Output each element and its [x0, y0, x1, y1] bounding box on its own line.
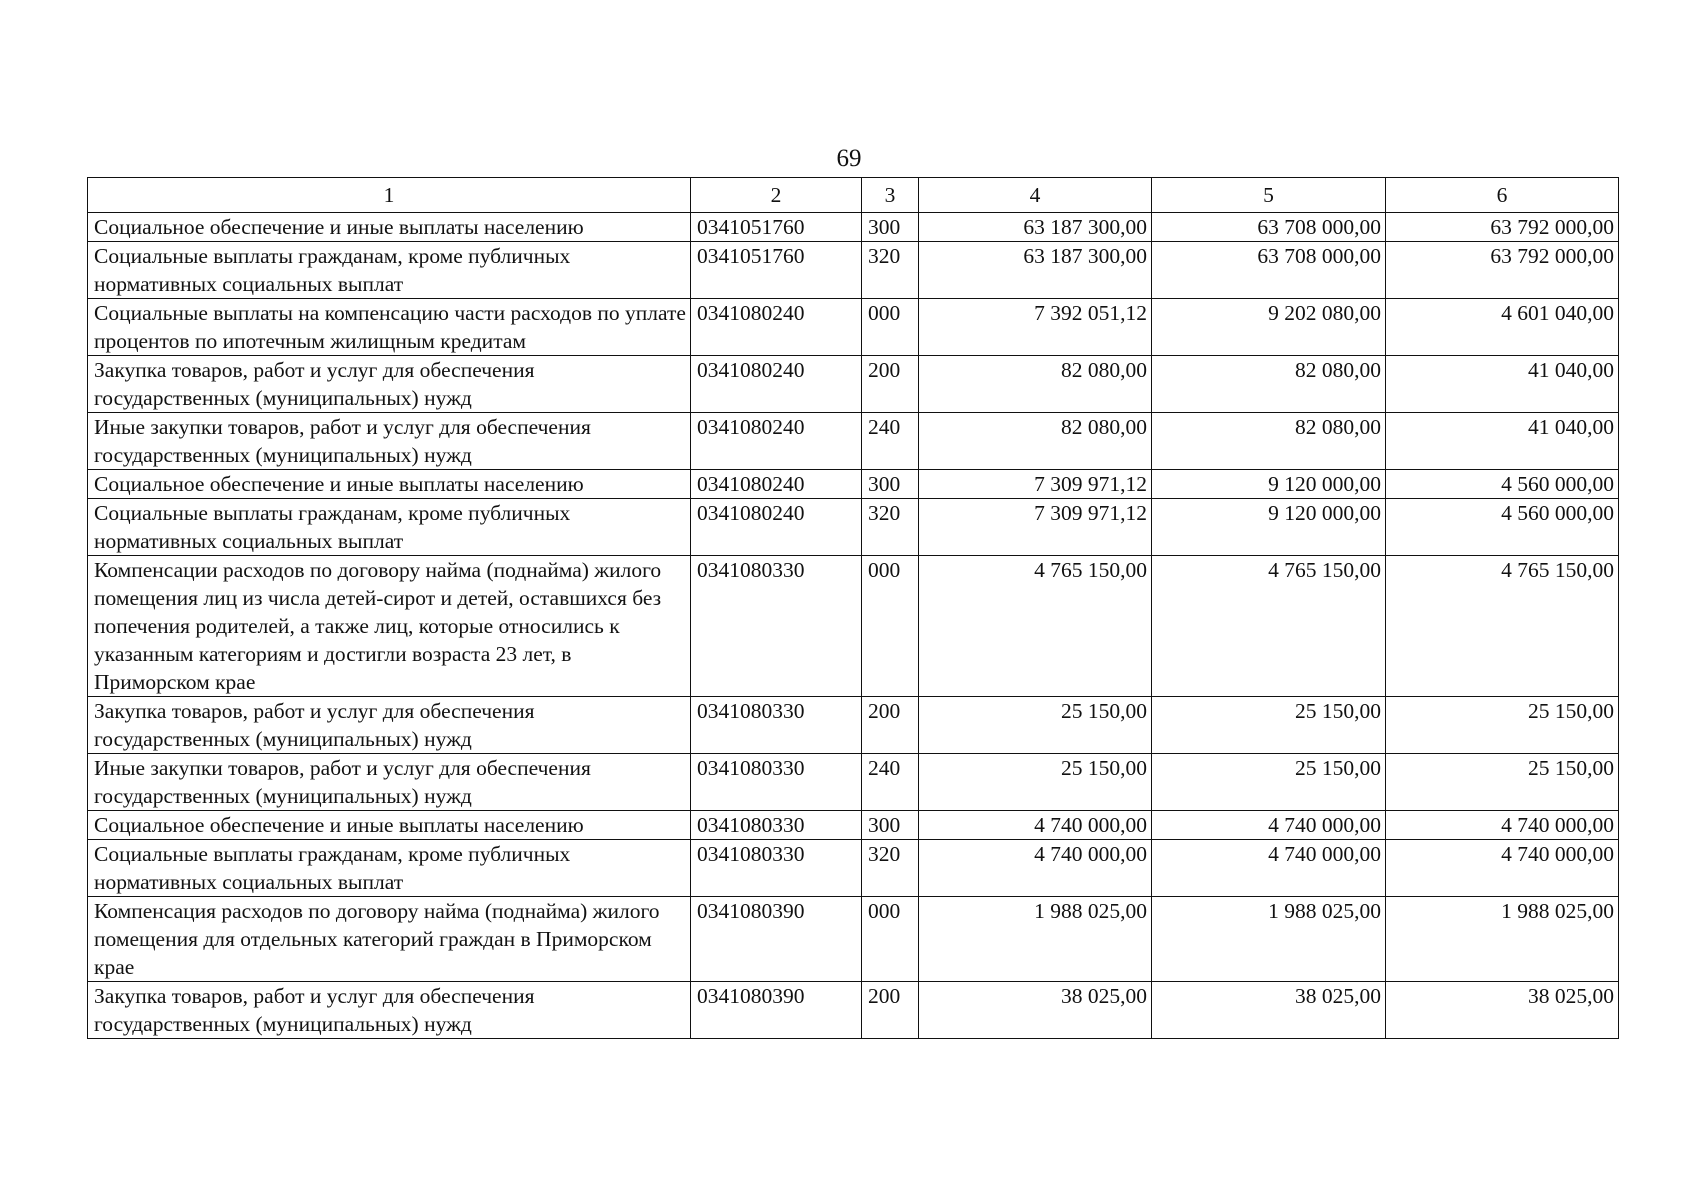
amount-col-4: 82 080,00 [919, 413, 1152, 470]
amount-col-6: 63 792 000,00 [1386, 242, 1619, 299]
amount-col-5: 4 740 000,00 [1152, 811, 1386, 840]
amount-col-5: 9 120 000,00 [1152, 470, 1386, 499]
amount-col-4: 4 740 000,00 [919, 811, 1152, 840]
amount-col-5: 9 120 000,00 [1152, 499, 1386, 556]
table-row [88, 897, 1619, 982]
amount-col-4: 7 309 971,12 [919, 499, 1152, 556]
amount-col-4: 25 150,00 [919, 754, 1152, 811]
target-article-code: 0341080330 [691, 697, 862, 754]
amount-col-4: 38 025,00 [919, 982, 1152, 1039]
expense-name: Компенсация расходов по договору найма (поднайма) жилого помещения для отдельных категорий граждан в Приморском крае [88, 897, 691, 982]
expense-name: Закупка товаров, работ и услуг для обеспечения государственных (муниципальных) нужд [88, 982, 691, 1039]
expense-type-code: 320 [862, 499, 919, 556]
expense-name: Социальное обеспечение и иные выплаты населению [88, 811, 691, 840]
amount-col-5: 38 025,00 [1152, 982, 1386, 1039]
table-row [88, 499, 1619, 556]
target-article-code: 0341080330 [691, 811, 862, 840]
target-article-code: 0341080240 [691, 299, 862, 356]
column-header: 2 [691, 178, 862, 213]
target-article-code: 0341080390 [691, 897, 862, 982]
amount-col-6: 4 560 000,00 [1386, 499, 1619, 556]
expense-name: Закупка товаров, работ и услуг для обеспечения государственных (муниципальных) нужд [88, 697, 691, 754]
amount-col-6: 4 740 000,00 [1386, 811, 1619, 840]
target-article-code: 0341080240 [691, 499, 862, 556]
amount-col-4: 82 080,00 [919, 356, 1152, 413]
expense-name: Компенсации расходов по договору найма (поднайма) жилого помещения лиц из числа детей-сирот и детей, оставшихся без попечения родителей, а также лиц, которые относились к указанным категориям и достигли возраста 23 лет, в Приморском крае [88, 556, 691, 697]
table-row [88, 242, 1619, 299]
table-row [88, 213, 1619, 242]
amount-col-6: 25 150,00 [1386, 754, 1619, 811]
amount-col-5: 82 080,00 [1152, 356, 1386, 413]
amount-col-5: 4 740 000,00 [1152, 840, 1386, 897]
amount-col-4: 4 740 000,00 [919, 840, 1152, 897]
target-article-code: 0341080330 [691, 556, 862, 697]
column-header: 1 [88, 178, 691, 213]
table-row [88, 299, 1619, 356]
amount-col-6: 4 601 040,00 [1386, 299, 1619, 356]
amount-col-4: 1 988 025,00 [919, 897, 1152, 982]
target-article-code: 0341080240 [691, 470, 862, 499]
budget-table [87, 177, 1619, 1039]
expense-name: Иные закупки товаров, работ и услуг для обеспечения государственных (муниципальных) нужд [88, 413, 691, 470]
expense-type-code: 320 [862, 840, 919, 897]
amount-col-5: 25 150,00 [1152, 697, 1386, 754]
target-article-code: 0341080240 [691, 413, 862, 470]
amount-col-5: 9 202 080,00 [1152, 299, 1386, 356]
expense-type-code: 300 [862, 811, 919, 840]
table-header-row [88, 178, 1619, 213]
expense-name: Социальные выплаты на компенсацию части расходов по уплате процентов по ипотечным жилищным кредитам [88, 299, 691, 356]
column-header: 6 [1386, 178, 1619, 213]
expense-type-code: 200 [862, 982, 919, 1039]
amount-col-4: 63 187 300,00 [919, 213, 1152, 242]
expense-type-code: 300 [862, 470, 919, 499]
amount-col-6: 41 040,00 [1386, 413, 1619, 470]
table-row [88, 754, 1619, 811]
expense-name: Социальные выплаты гражданам, кроме публичных нормативных социальных выплат [88, 499, 691, 556]
expense-type-code: 320 [862, 242, 919, 299]
amount-col-6: 41 040,00 [1386, 356, 1619, 413]
amount-col-5: 63 708 000,00 [1152, 213, 1386, 242]
amount-col-6: 25 150,00 [1386, 697, 1619, 754]
expense-type-code: 200 [862, 697, 919, 754]
amount-col-4: 7 392 051,12 [919, 299, 1152, 356]
target-article-code: 0341080330 [691, 754, 862, 811]
amount-col-5: 1 988 025,00 [1152, 897, 1386, 982]
amount-col-6: 4 560 000,00 [1386, 470, 1619, 499]
amount-col-6: 4 765 150,00 [1386, 556, 1619, 697]
expense-type-code: 200 [862, 356, 919, 413]
table-row [88, 982, 1619, 1039]
amount-col-4: 63 187 300,00 [919, 242, 1152, 299]
table-row [88, 356, 1619, 413]
amount-col-4: 4 765 150,00 [919, 556, 1152, 697]
target-article-code: 0341051760 [691, 242, 862, 299]
amount-col-5: 82 080,00 [1152, 413, 1386, 470]
expense-name: Иные закупки товаров, работ и услуг для обеспечения государственных (муниципальных) нужд [88, 754, 691, 811]
table-row [88, 556, 1619, 697]
amount-col-6: 63 792 000,00 [1386, 213, 1619, 242]
target-article-code: 0341080330 [691, 840, 862, 897]
table-row [88, 470, 1619, 499]
expense-name: Социальное обеспечение и иные выплаты населению [88, 213, 691, 242]
amount-col-5: 25 150,00 [1152, 754, 1386, 811]
expense-type-code: 300 [862, 213, 919, 242]
expense-name: Социальные выплаты гражданам, кроме публичных нормативных социальных выплат [88, 840, 691, 897]
amount-col-5: 63 708 000,00 [1152, 242, 1386, 299]
expense-type-code: 240 [862, 754, 919, 811]
expense-type-code: 240 [862, 413, 919, 470]
column-header: 5 [1152, 178, 1386, 213]
table-row [88, 840, 1619, 897]
expense-type-code: 000 [862, 299, 919, 356]
expense-name: Социальные выплаты гражданам, кроме публичных нормативных социальных выплат [88, 242, 691, 299]
expense-type-code: 000 [862, 556, 919, 697]
column-header: 4 [919, 178, 1152, 213]
column-header: 3 [862, 178, 919, 213]
expense-name: Социальное обеспечение и иные выплаты населению [88, 470, 691, 499]
page-number: 69 [836, 145, 862, 172]
amount-col-4: 7 309 971,12 [919, 470, 1152, 499]
expense-type-code: 000 [862, 897, 919, 982]
amount-col-6: 38 025,00 [1386, 982, 1619, 1039]
expense-name: Закупка товаров, работ и услуг для обеспечения государственных (муниципальных) нужд [88, 356, 691, 413]
target-article-code: 0341051760 [691, 213, 862, 242]
amount-col-4: 25 150,00 [919, 697, 1152, 754]
amount-col-6: 1 988 025,00 [1386, 897, 1619, 982]
table-row [88, 413, 1619, 470]
table-row [88, 697, 1619, 754]
table-row [88, 811, 1619, 840]
target-article-code: 0341080240 [691, 356, 862, 413]
amount-col-6: 4 740 000,00 [1386, 840, 1619, 897]
target-article-code: 0341080390 [691, 982, 862, 1039]
amount-col-5: 4 765 150,00 [1152, 556, 1386, 697]
